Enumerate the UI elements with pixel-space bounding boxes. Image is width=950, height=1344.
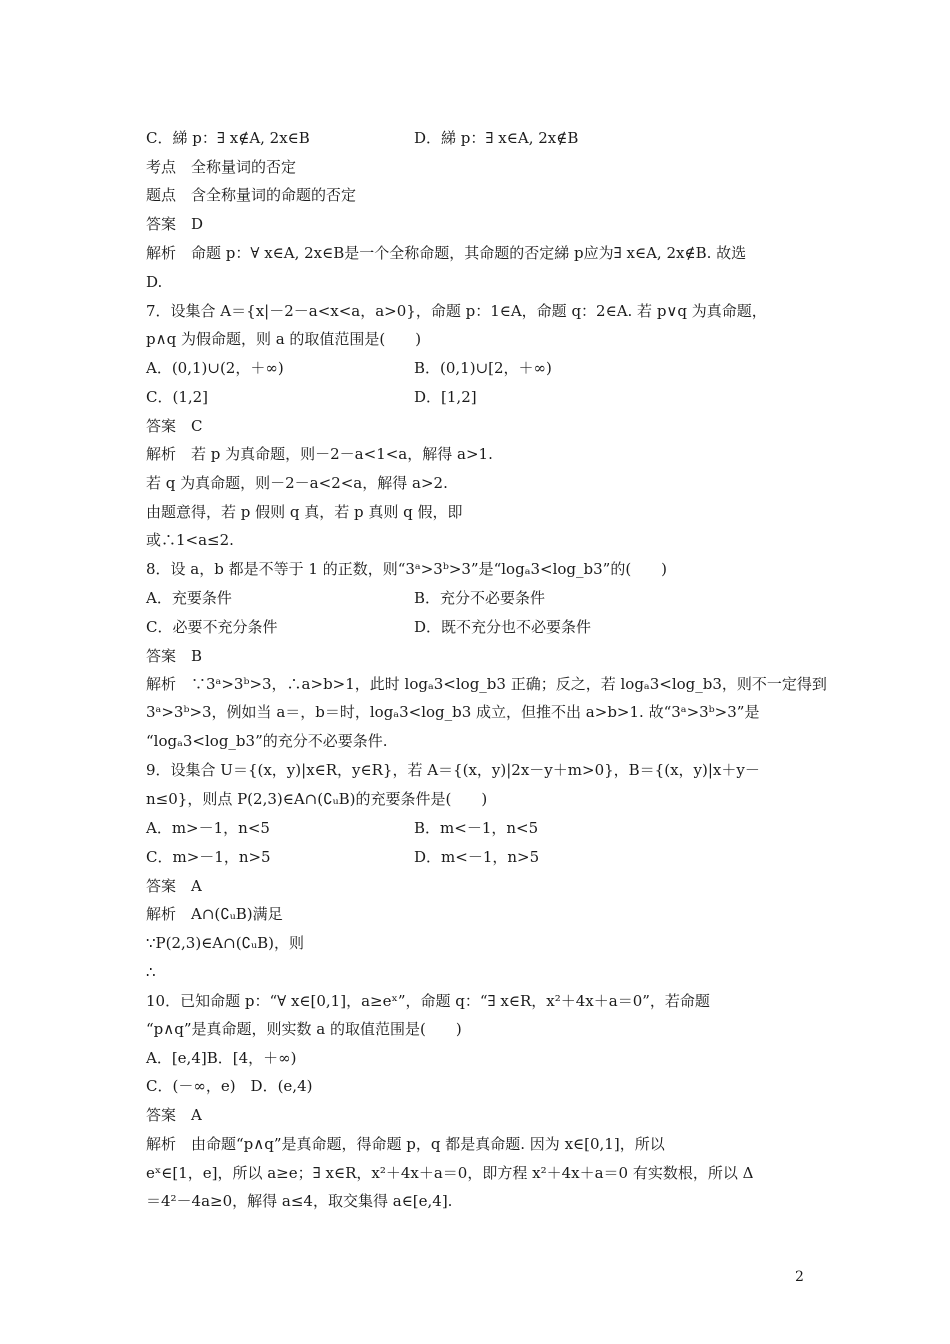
- text-line-l30: [146, 962, 811, 982]
- line-text: D.: [146, 273, 163, 291]
- line-text: 若 q 为真命题，则－2－a<2<a，解得 a>2.: [146, 474, 448, 492]
- text-line-l07: [146, 301, 811, 321]
- text-line-l10: [146, 387, 811, 407]
- line-text: ∴: [146, 963, 156, 981]
- text-line-l38: [146, 1191, 811, 1211]
- text-line-l14: [146, 502, 811, 522]
- option-right: B．(0,1)∪[2，＋∞): [414, 359, 552, 377]
- line-text: 题点 含全称量词的命题的否定: [146, 186, 357, 204]
- line-text: 答案 A: [146, 877, 202, 895]
- text-line-l20: [146, 674, 827, 694]
- line-text: A．(0,1)∪(2，＋∞): [146, 359, 284, 377]
- line-text: C．(－∞，e) D．(e,4): [146, 1077, 313, 1095]
- line-text: 9．设集合 U＝{(x，y)|x∈R，y∈R}，若 A＝{(x，y)|2x－y＋m>0}，B＝{(x，y)|x＋y－: [146, 761, 760, 779]
- text-line-l35: [146, 1105, 811, 1125]
- line-text: 或∴1<a≤2.: [146, 531, 234, 549]
- text-line-l17: [146, 588, 811, 608]
- option-right: D．綈 p：∃ x∈A, 2x∉B: [414, 129, 579, 147]
- text-line-l06: [146, 272, 811, 292]
- text-line-l29: [146, 933, 811, 953]
- text-line-l08: [146, 329, 811, 349]
- text-line-l31: [146, 991, 811, 1011]
- text-line-l28: [146, 904, 811, 924]
- option-right: D．既不充分也不必要条件: [414, 618, 592, 636]
- line-text: 答案 B: [146, 647, 203, 665]
- line-text: eˣ∈[1，e]，所以 a≥e；∃ x∈R，x²＋4x＋a＝0，即方程 x²＋4x＋a＝0 有实数根，所以 Δ: [146, 1164, 754, 1182]
- line-text: ＝4²－4a≥0，解得 a≤4，取交集得 a∈[e,4].: [146, 1192, 453, 1210]
- page-number: 2: [795, 1269, 804, 1285]
- text-line-l09: [146, 358, 811, 378]
- text-line-l33: [146, 1048, 811, 1068]
- line-text: 解析 命题 p：∀ x∈A, 2x∈B是一个全称命题，其命题的否定綈 p应为∃ x∈A, 2x∉B. 故选: [146, 244, 747, 262]
- line-text: A．充要条件: [146, 589, 232, 607]
- line-text: 7．设集合 A＝{x|－2－a<x<a，a>0}，命题 p：1∈A，命题 q：2∈A. 若 p∨q 为真命题，: [146, 302, 767, 320]
- option-right: D．[1,2]: [414, 388, 477, 406]
- text-line-l21: [146, 702, 811, 722]
- text-line-l27: [146, 876, 811, 896]
- line-text: 考点 全称量词的否定: [146, 158, 297, 176]
- line-text: 8．设 a，b 都是不等于 1 的正数，则“3ᵃ>3ᵇ>3”是“logₐ3<log_b3”的( ): [146, 560, 668, 578]
- text-line-l26: [146, 847, 811, 867]
- text-line-l12: [146, 444, 811, 464]
- line-text: ∵P(2,3)∈A∩(∁ᵤB)，则: [146, 934, 304, 952]
- text-line-l37: [146, 1163, 811, 1183]
- option-right: B．m<－1，n<5: [414, 819, 539, 837]
- text-line-l36: [146, 1134, 811, 1154]
- text-line-l11: [146, 416, 811, 436]
- option-right: D．m<－1，n>5: [414, 848, 540, 866]
- line-text: C．m>－1，n>5: [146, 848, 271, 866]
- text-line-l25: [146, 818, 811, 838]
- line-text: 3ᵃ>3ᵇ>3，例如当 a＝，b＝时，logₐ3<log_b3 成立，但推不出 a>b>1. 故“3ᵃ>3ᵇ>3”是: [146, 703, 760, 721]
- text-line-l01: [146, 128, 811, 148]
- text-line-l23: [146, 760, 811, 780]
- line-text: 答案 D: [146, 215, 204, 233]
- line-text: n≤0}，则点 P(2,3)∈A∩(∁ᵤB)的充要条件是( ): [146, 790, 488, 808]
- line-text: p∧q 为假命题，则 a 的取值范围是( ): [146, 330, 422, 348]
- text-line-l02: [146, 157, 811, 177]
- line-text: “p∧q”是真命题，则实数 a 的取值范围是( ): [146, 1020, 462, 1038]
- text-line-l16: [146, 559, 811, 579]
- line-text: A．m>－1，n<5: [146, 819, 270, 837]
- text-line-l34: [146, 1076, 811, 1096]
- line-text: 解析 A∩(∁ᵤB)满足: [146, 905, 283, 923]
- line-text: C．(1,2]: [146, 388, 209, 406]
- text-line-l22: [146, 731, 811, 751]
- text-line-l03: [146, 185, 811, 205]
- text-line-l32: [146, 1019, 811, 1039]
- text-line-l04: [146, 214, 811, 234]
- text-line-l18: [146, 617, 811, 637]
- line-text: 解析 由命题“p∧q”是真命题，得命题 p，q 都是真命题. 因为 x∈[0,1]，所以: [146, 1135, 665, 1153]
- line-text: 由题意得，若 p 假则 q 真，若 p 真则 q 假，即: [146, 503, 463, 521]
- text-line-l24: [146, 789, 811, 809]
- line-text: 解析 若 p 为真命题，则－2－a<1<a，解得 a>1.: [146, 445, 493, 463]
- text-line-l15: [146, 530, 811, 550]
- text-line-l13: [146, 473, 811, 493]
- line-text: C．必要不充分条件: [146, 618, 278, 636]
- line-text: 解析 ∵3ᵃ>3ᵇ>3，∴a>b>1，此时 logₐ3<log_b3 正确；反之，若 logₐ3<log_b3，则不一定得到: [146, 675, 827, 693]
- line-text: C．綈 p：∃ x∉A, 2x∈B: [146, 129, 310, 147]
- option-right: B．充分不必要条件: [414, 589, 546, 607]
- text-line-l05: [146, 243, 811, 263]
- line-text: 答案 A: [146, 1106, 202, 1124]
- line-text: A．[e,4]B．[4，＋∞): [146, 1049, 297, 1067]
- line-text: 10．已知命题 p：“∀ x∈[0,1]，a≥eˣ”，命题 q：“∃ x∈R，x²＋4x＋a＝0”，若命题: [146, 992, 710, 1010]
- line-text: 答案 C: [146, 417, 203, 435]
- text-line-l19: [146, 646, 811, 666]
- line-text: “logₐ3<log_b3”的充分不必要条件.: [146, 732, 388, 750]
